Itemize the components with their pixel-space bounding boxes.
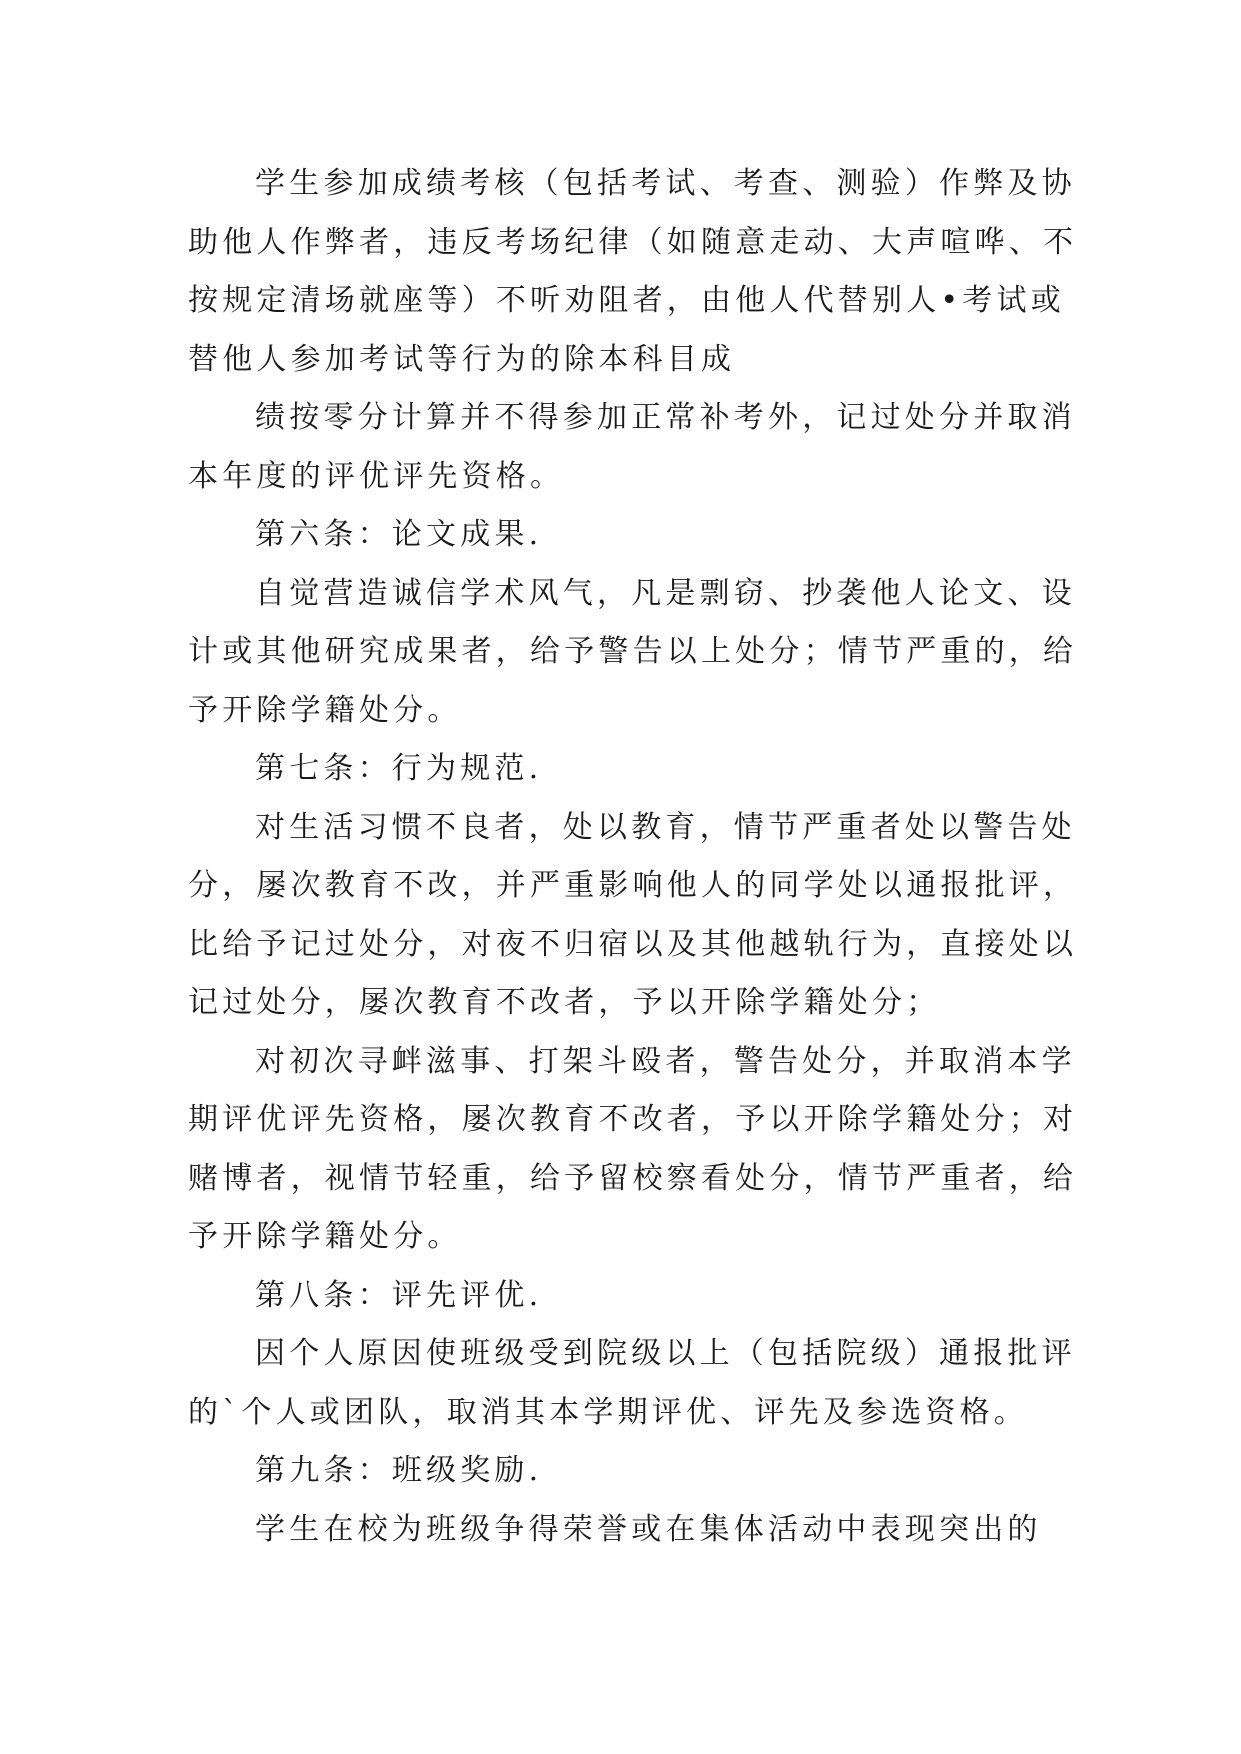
text-line: 绩按零分计算并不得参加正常补考外，记过处分并取消 [255,400,1076,435]
text-line: 计或其他研究成果者，给予警告以上处分；情节严重的，给 [188,634,1078,669]
text-line: 学生在校为班级争得荣誉或在集体活动中表现突出的 [255,1511,1042,1547]
text-line: 记过处分，屡次教育不改者，予以开除学籍处分； [188,985,941,1020]
text-line: 第六条：论文成果. [255,517,543,552]
text-line: 按规定清场就座等）不听劝阻者，由他人代替别人•考试或 [188,283,1065,318]
text-line: 对生活习惯不良者，处以教育，情节严重者处以警告处 [255,809,1076,845]
document-body [188,155,1078,1559]
text-line: 的`个人或团队，取消其本学期评优、评先及参选资格。 [188,1394,1028,1430]
text-line: 分，屡次教育不改，并严重影响他人的同学处以通报批评， [188,868,1078,903]
text-line: 学生参加成绩考核（包括考试、考查、测验）作弊及协 [255,166,1076,201]
text-line: 第九条：班级奖励. [255,1453,543,1488]
text-line: 助他人作弊者，违反考场纪律（如随意走动、大声喧哗、不 [188,224,1078,260]
text-line: 第八条：评先评优. [255,1277,543,1313]
text-line: 比给予记过处分，对夜不归宿以及其他越轨行为，直接处以 [188,926,1078,962]
text-line: 赌博者，视情节轻重，给予留校察看处分，情节严重者，给 [188,1160,1078,1196]
text-line: 予开除学籍处分。 [188,1219,462,1254]
text-line: 因个人原因使班级受到院级以上（包括院级）通报批评 [255,1336,1076,1371]
text-line: 本年度的评优评先资格。 [188,458,565,494]
text-line: 第七条：行为规范. [255,751,543,786]
text-line: 期评优评先资格，屡次教育不改者，予以开除学籍处分；对 [188,1102,1078,1137]
text-line: 予开除学籍处分。 [188,692,462,728]
text-line: 替他人参加考试等行为的除本科目成 [188,341,736,377]
text-line: 对初次寻衅滋事、打架斗殴者，警告处分，并取消本学 [255,1043,1076,1079]
text-line: 自觉营造诚信学术风气，凡是剽窃、抄袭他人论文、设 [255,575,1076,611]
